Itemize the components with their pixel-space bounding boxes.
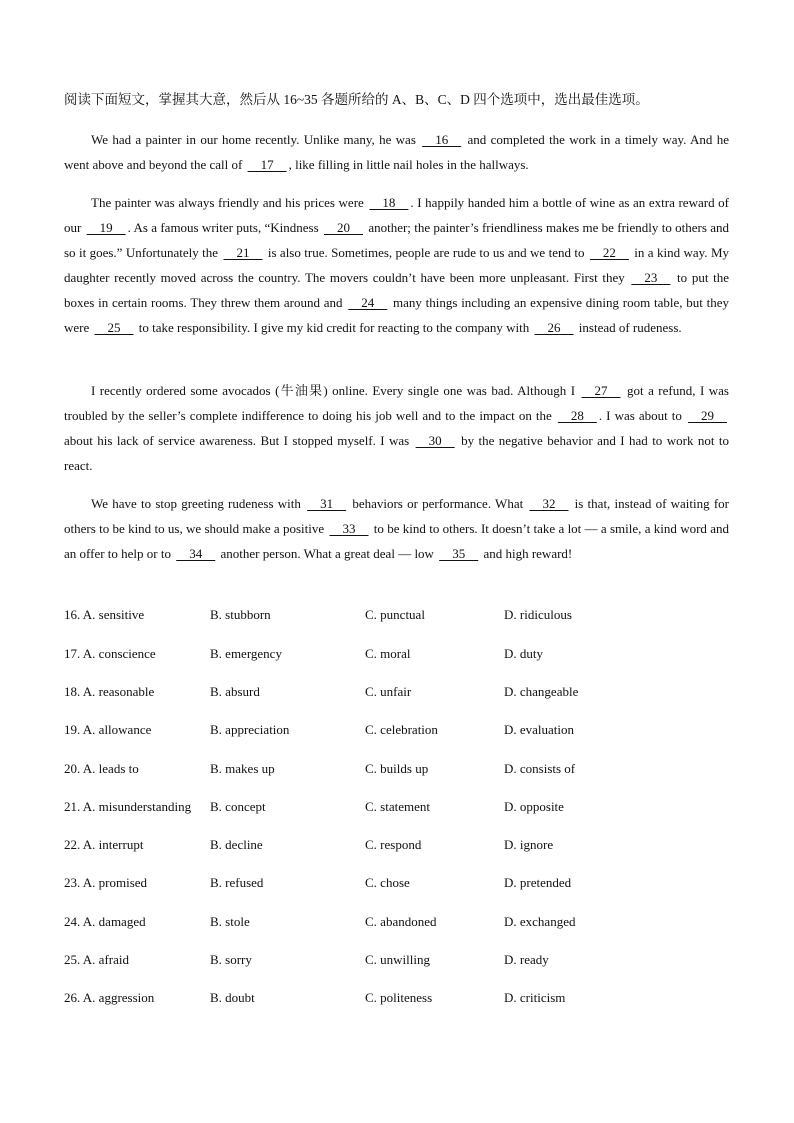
passage-paragraph-4 (64, 491, 729, 566)
passage-text: by the negative behavior and I had to work not to react. (64, 433, 729, 473)
option-c: C. moral (365, 646, 411, 661)
option-c: C. politeness (365, 990, 433, 1005)
blank-18: 18 (369, 195, 409, 210)
blank-32: 32 (529, 496, 569, 511)
passage-paragraph-2 (64, 190, 729, 340)
passage-text: another person. What a great deal — low (217, 546, 438, 561)
passage-text: and completed the work in a timely way. And he went above and beyond the call of (64, 132, 729, 172)
option-d: D. consists of (504, 761, 576, 776)
option-a: 25. A. afraid (64, 952, 129, 967)
passage-text: in a kind way. My daughter recently moved across the country. The movers couldn’t have been more unpleasant. First they (64, 245, 730, 285)
passage-paragraph-1 (64, 127, 729, 177)
blank-23: 23 (631, 270, 671, 285)
passage-text: We have to stop greeting rudeness with (91, 496, 306, 511)
option-b: B. absurd (210, 684, 260, 699)
blank-33: 33 (329, 521, 369, 536)
passage-text: to be kind to others. It doesn’t take a lot — a smile, a kind word and an offer to help or to (64, 521, 729, 561)
passage-text: about his lack of service awareness. But I stopped myself. I was (64, 433, 414, 448)
option-row-26 (64, 988, 734, 1008)
option-row-24 (64, 912, 734, 932)
option-c: C. celebration (365, 722, 438, 737)
option-row-20 (64, 759, 734, 779)
option-a: 18. A. reasonable (64, 684, 155, 699)
blank-21: 21 (223, 245, 263, 260)
option-c: C. builds up (365, 761, 429, 776)
passage-text: many things including an expensive dining room table, but they were (64, 295, 729, 335)
option-a: 24. A. damaged (64, 914, 146, 929)
option-a: 21. A. misunderstanding (64, 799, 192, 814)
option-b: B. makes up (210, 761, 275, 776)
passage-text: is also true. Sometimes, people are rude to us and we tend to (264, 245, 588, 260)
blank-19: 19 (86, 220, 126, 235)
blank-16: 16 (422, 132, 462, 147)
option-b: B. doubt (210, 990, 255, 1005)
option-b: B. sorry (210, 952, 252, 967)
option-d: D. changeable (504, 684, 579, 699)
option-row-18 (64, 682, 734, 702)
option-a: 26. A. aggression (64, 990, 155, 1005)
blank-17: 17 (247, 157, 287, 172)
option-c: C. abandoned (365, 914, 437, 929)
option-c: C. unfair (365, 684, 412, 699)
blank-22: 22 (589, 245, 629, 260)
option-b: B. refused (210, 875, 264, 890)
passage-text: . As a famous writer puts, “Kindness (127, 220, 322, 235)
option-a: 19. A. allowance (64, 722, 152, 737)
option-a: 22. A. interrupt (64, 837, 144, 852)
passage-text: got a refund, I was troubled by the seller’s complete indifference to doing his job well and to the impact on the (64, 383, 729, 423)
option-d: D. pretended (504, 875, 572, 890)
option-a: 17. A. conscience (64, 646, 156, 661)
option-row-21 (64, 797, 734, 817)
option-c: C. statement (365, 799, 430, 814)
blank-34: 34 (176, 546, 216, 561)
blank-31: 31 (307, 496, 347, 511)
blank-20: 20 (324, 220, 363, 235)
option-d: D. duty (504, 646, 543, 661)
passage-text: We had a painter in our home recently. Unlike many, he was (91, 132, 421, 147)
option-b: B. concept (210, 799, 266, 814)
passage-text: behaviors or performance. What (348, 496, 528, 511)
blank-30: 30 (415, 433, 455, 448)
option-d: D. opposite (504, 799, 564, 814)
passage-paragraph-3 (64, 378, 729, 478)
option-c: C. respond (365, 837, 422, 852)
passage-text: . I happily handed him a bottle of wine as an extra reward of our (64, 195, 729, 235)
blank-24: 24 (348, 295, 388, 310)
passage-text: is that, instead of waiting for others to be kind to us, we should make a positive (64, 496, 730, 536)
blank-26: 26 (534, 320, 574, 335)
option-row-22 (64, 835, 734, 855)
passage-text: The painter was always friendly and his prices were (91, 195, 368, 210)
blank-29: 29 (688, 408, 727, 423)
passage-text: another; the painter’s friendliness makes me be friendly to others and so it goes.” Unfortunately the (64, 220, 729, 260)
option-row-23 (64, 873, 734, 893)
passage-text: I recently ordered some avocados (牛油果) online. Every single one was bad. Although I (91, 383, 580, 398)
passage-text: instead of rudeness. (575, 320, 682, 335)
option-a: 16. A. sensitive (64, 607, 145, 622)
option-c: C. punctual (365, 607, 425, 622)
option-a: 23. A. promised (64, 875, 148, 890)
blank-27: 27 (581, 383, 621, 398)
option-d: D. evaluation (504, 722, 575, 737)
blank-28: 28 (557, 408, 597, 423)
option-b: B. emergency (210, 646, 282, 661)
option-d: D. ignore (504, 837, 554, 852)
passage-text: . I was about to (598, 408, 686, 423)
instruction-text: 阅读下面短文，掌握其大意，然后从 16~35 各题所给的 A、B、C、D 四个选项中，选出最佳选项。 (64, 92, 649, 107)
option-a: 20. A. leads to (64, 761, 139, 776)
option-b: B. stubborn (210, 607, 271, 622)
option-d: D. exchanged (504, 914, 576, 929)
option-d: D. criticism (504, 990, 566, 1005)
option-b: B. stole (210, 914, 250, 929)
option-row-19 (64, 720, 734, 740)
passage-text: to put the boxes in certain rooms. They threw them around and (64, 270, 729, 310)
option-row-16 (64, 605, 734, 625)
blank-35: 35 (439, 546, 479, 561)
option-d: D. ready (504, 952, 549, 967)
option-row-25 (64, 950, 734, 970)
passage-text: , like filling in little nail holes in the hallways. (288, 157, 529, 172)
option-b: B. decline (210, 837, 263, 852)
option-row-17 (64, 644, 734, 664)
option-d: D. ridiculous (504, 607, 572, 622)
passage-text: and high reward! (480, 546, 573, 561)
option-c: C. chose (365, 875, 410, 890)
option-b: B. appreciation (210, 722, 290, 737)
passage-text: to take responsibility. I give my kid credit for reacting to the company with (135, 320, 533, 335)
blank-25: 25 (94, 320, 134, 335)
option-c: C. unwilling (365, 952, 431, 967)
